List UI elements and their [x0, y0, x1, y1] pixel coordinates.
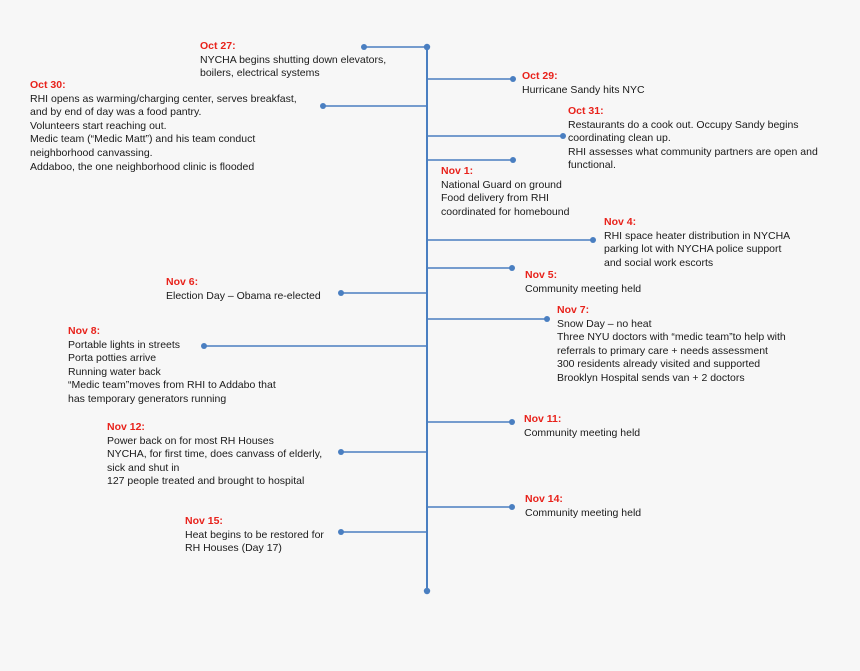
event-text: has temporary generators running — [68, 392, 227, 405]
connector-dot-nov4 — [590, 237, 596, 243]
spine-bottom-dot — [424, 588, 430, 594]
event-nov-1 — [441, 165, 569, 219]
event-text: Restaurants do a cook out. Occupy Sandy begins — [568, 118, 799, 131]
event-date: Nov 14: — [525, 493, 563, 505]
event-nov-4 — [604, 216, 790, 270]
event-oct-29 — [522, 70, 645, 97]
connector-dot-oct29 — [510, 76, 516, 82]
event-text: neighborhood canvassing. — [30, 146, 153, 159]
event-text: Power back on for most RH Houses — [107, 434, 274, 447]
event-text: RHI assesses what community partners are open and — [568, 145, 818, 158]
event-nov-15 — [185, 515, 324, 556]
connector-dot-nov5 — [509, 265, 515, 271]
event-text: National Guard on ground — [441, 178, 562, 191]
connector-dot-nov1 — [510, 157, 516, 163]
event-text: boilers, electrical systems — [200, 67, 320, 80]
event-text: Food delivery from RHI — [441, 192, 549, 205]
event-date: Nov 12: — [107, 421, 145, 433]
event-nov-14 — [525, 493, 641, 520]
event-nov-7 — [557, 304, 786, 386]
event-date: Oct 31: — [568, 105, 604, 117]
event-text: Brooklyn Hospital sends van + 2 doctors — [557, 371, 745, 384]
event-date: Nov 11: — [524, 413, 562, 425]
event-date: Oct 30: — [30, 79, 66, 91]
connector-dot-oct31 — [560, 133, 566, 139]
event-date: Oct 29: — [522, 70, 558, 82]
event-text: Community meeting held — [525, 282, 642, 295]
event-text: coordinated for homebound — [441, 205, 570, 218]
event-text: Volunteers start reaching out. — [30, 119, 167, 132]
event-nov-11 — [524, 413, 640, 440]
event-text: “Medic team”moves from RHI to Addabo that — [68, 379, 276, 392]
event-text: and social work escorts — [604, 256, 714, 269]
event-text: Porta potties arrive — [68, 352, 157, 365]
event-oct-31 — [568, 105, 818, 173]
event-text: RH Houses (Day 17) — [185, 542, 282, 555]
event-date: Oct 27: — [200, 40, 236, 52]
connector-dot-nov6 — [338, 290, 344, 296]
event-text: Community meeting held — [525, 506, 642, 519]
event-nov-8 — [68, 325, 276, 407]
event-date: Nov 4: — [604, 216, 637, 228]
event-text: coordinating clean up. — [568, 132, 671, 145]
event-text: functional. — [568, 159, 616, 172]
event-text: Running water back — [68, 365, 161, 378]
event-text: sick and shut in — [107, 461, 180, 474]
event-nov-12 — [107, 421, 322, 489]
connector-dot-nov12 — [338, 449, 344, 455]
event-date: Nov 15: — [185, 515, 223, 527]
event-text: NYCHA, for first time, does canvass of elderly, — [107, 448, 323, 461]
event-date: Nov 7: — [557, 304, 590, 316]
event-text: Three NYU doctors with “medic team”to help with — [557, 331, 786, 344]
event-text: Heat begins to be restored for — [185, 528, 324, 541]
event-date: Nov 8: — [68, 325, 101, 337]
event-text: Snow Day – no heat — [557, 317, 652, 330]
connector-dot-nov15 — [338, 529, 344, 535]
event-date: Nov 5: — [525, 269, 558, 281]
event-nov-6 — [166, 276, 321, 303]
event-text: Election Day – Obama re-elected — [166, 289, 321, 302]
event-text: and by end of day was a food pantry. — [30, 106, 202, 119]
event-date: Nov 1: — [441, 165, 474, 177]
event-text: Community meeting held — [524, 426, 641, 439]
event-text: referrals to primary care + needs assessment — [557, 344, 768, 357]
event-text: Addaboo, the one neighborhood clinic is flooded — [30, 160, 255, 173]
event-date: Nov 6: — [166, 276, 199, 288]
event-text: Hurricane Sandy hits NYC — [522, 83, 645, 96]
event-oct-27 — [200, 40, 386, 81]
event-text: RHI space heater distribution in NYCHA — [604, 229, 791, 242]
event-text: RHI opens as warming/charging center, serves breakfast, — [30, 92, 297, 105]
connector-dot-nov14 — [509, 504, 515, 510]
event-text: 127 people treated and brought to hospital — [107, 475, 305, 488]
event-oct-30 — [30, 79, 297, 174]
event-text: Medic team (“Medic Matt”) and his team conduct — [30, 133, 256, 146]
connector-dot-nov7 — [544, 316, 550, 322]
connector-dot-nov11 — [509, 419, 515, 425]
event-text: NYCHA begins shutting down elevators, — [200, 53, 387, 66]
event-text: Portable lights in streets — [68, 338, 181, 351]
event-text: parking lot with NYCHA police support — [604, 243, 782, 256]
event-text: 300 residents already visited and supported — [557, 358, 761, 371]
event-nov-5 — [525, 269, 641, 296]
connector-dot-oct30 — [320, 103, 326, 109]
